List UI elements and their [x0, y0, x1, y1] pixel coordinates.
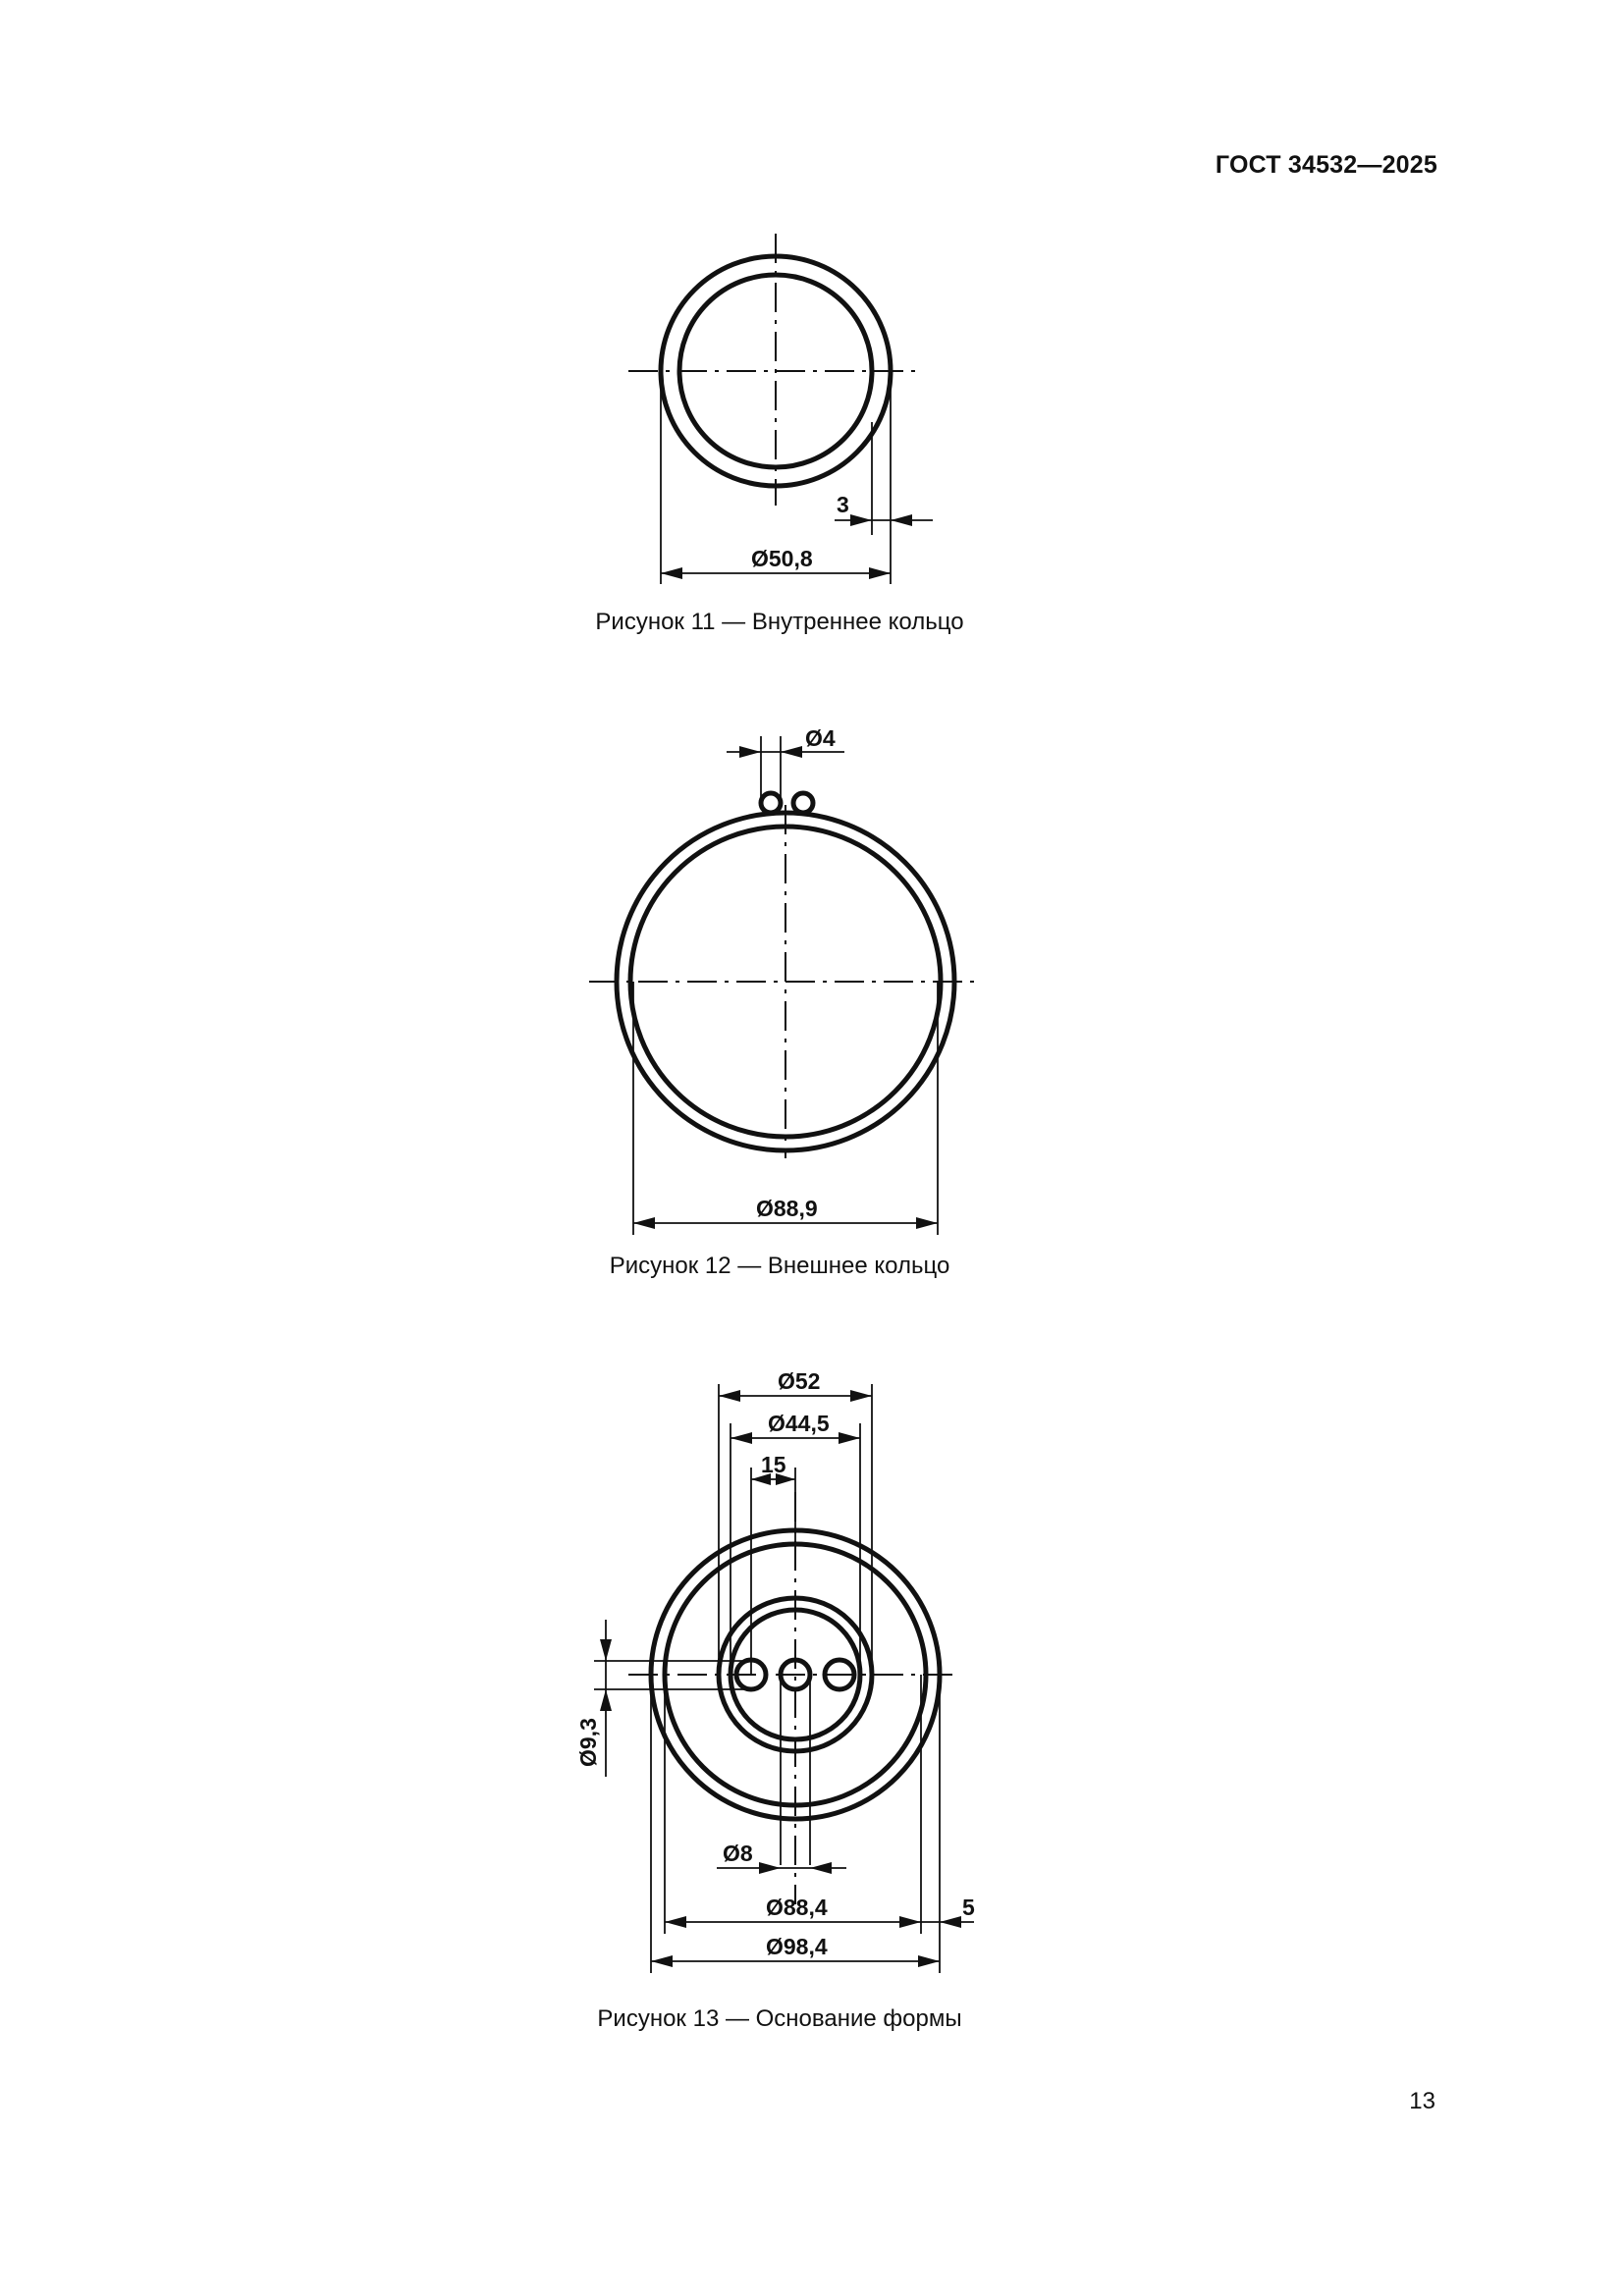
dim-d44: Ø44,5 [768, 1411, 830, 1436]
dim-step: 5 [962, 1895, 975, 1920]
figure-12-caption: Рисунок 12 — Внешнее кольцо [609, 1253, 950, 1279]
dim-spacing: 15 [761, 1452, 786, 1477]
figure-13-drawing [0, 1355, 1624, 1983]
figure-11-caption: Рисунок 11 — Внутреннее кольцо [595, 609, 964, 635]
figure-11-drawing [0, 0, 1624, 609]
page-number: 13 [1409, 2088, 1435, 2114]
document-header: ГОСТ 34532—2025 [1215, 151, 1437, 179]
figure-12-drawing [0, 707, 1624, 1256]
dim-wall: 3 [837, 492, 849, 517]
dim-hole: Ø8 [723, 1841, 753, 1866]
dim-d88: Ø88,4 [766, 1895, 828, 1920]
dim-offset: Ø9,3 [575, 1718, 601, 1767]
dim-outer-diameter: Ø50,8 [751, 546, 813, 571]
figure-13-caption: Рисунок 13 — Основание формы [597, 2005, 962, 2032]
dim-d52: Ø52 [778, 1368, 821, 1394]
dim-d98: Ø98,4 [766, 1934, 828, 1959]
dim-outer-diameter: Ø88,9 [756, 1196, 818, 1221]
dim-hole-diameter: Ø4 [805, 725, 836, 751]
